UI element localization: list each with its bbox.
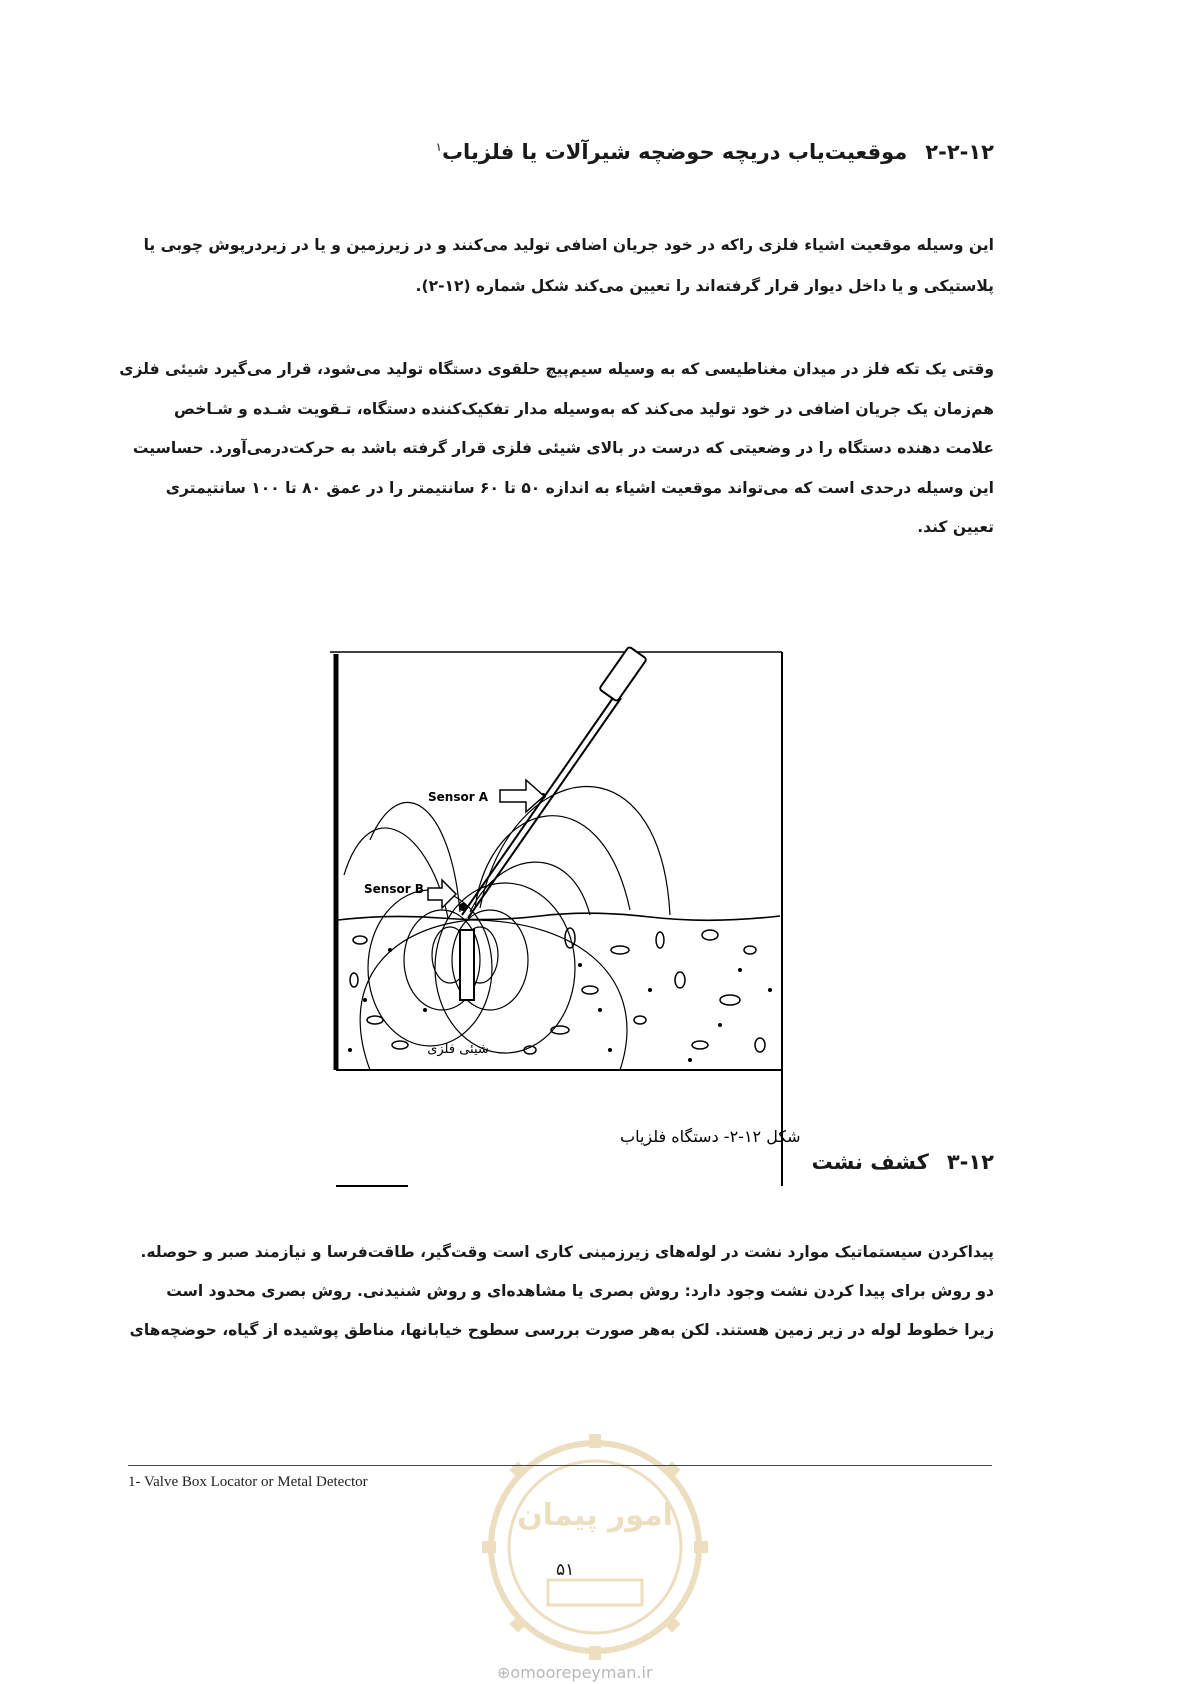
paragraph-line: زیرا خطوط لوله در زیر زمین هستند. لکن به‌هر صورت بررسی سطوح خیابانها، مناطق پوشیده از گیاه، حوضچه‌های [129, 1321, 994, 1339]
section-heading-valve-box-locator [436, 140, 995, 164]
paragraph-line: علامت دهنده دستگاه را در وضعیتی که درست در بالای شیئی فلزی قرار گرفته باشد به حرکت‌درمی‌آورد. حساسیت [132, 439, 994, 457]
paragraph-intro [143, 225, 994, 307]
section-heading-leak-detection [811, 1150, 994, 1174]
paragraph-line: پیداکردن سیستماتیک موارد نشت در لوله‌های زیرزمینی کاری است وقت‌گیر، طاقت‌فرسا و نیازمند صبر و حوصله. [140, 1243, 994, 1261]
site-url: omoorepeyman.ir [510, 1663, 653, 1682]
footnote: 1- Valve Box Locator or Metal Detector [128, 1474, 368, 1490]
gear-teeth [482, 1434, 708, 1660]
field-line [480, 786, 670, 915]
footnote-divider [128, 1465, 992, 1466]
paragraph-leak-detection [129, 1233, 994, 1350]
sensor-b-label: Sensor B [364, 882, 424, 896]
field-line [470, 920, 627, 1070]
site-watermark [497, 1663, 653, 1682]
sensor-b-arrow [428, 880, 456, 908]
buried-metal-object [460, 930, 474, 1000]
section-title: موقعیت‌یاب دریچه حوضچه شیرآلات یا فلزیاب [441, 140, 908, 164]
page-number: ۵۱ [556, 1560, 575, 1580]
sensor-a-label: Sensor A [428, 790, 489, 804]
section-number: ۳-۱۲ [946, 1150, 994, 1174]
paragraph-line: این وسیله موقعیت اشیاء فلزی راکه در خود جریان اضافی تولید می‌کنند و در زیرزمین و یا در زیردرپوش چوبی یا [143, 236, 994, 254]
detector-handle [599, 646, 647, 701]
paragraph-line: وقتی یک تکه فلز در میدان مغناطیسی که به وسیله سیم‌پیچ حلقوی دستگاه تولید می‌شود، قرار می‌گیرد شیئی فلزی [119, 360, 994, 378]
metal-detector-figure [330, 650, 801, 1186]
paragraph-line: این وسیله درحدی است که می‌تواند موقعیت اشیاء به اندازه ۵۰ تا ۶۰ سانتیمتر را در عمق ۸۰ تا ۱۰۰ سانتیمتری [165, 478, 994, 497]
section-title: کشف نشت [811, 1150, 929, 1174]
metal-detector-illustration [330, 650, 801, 1186]
detector-shaft [468, 698, 621, 918]
detector-shaft [462, 695, 615, 915]
field-line [344, 828, 448, 918]
globe-icon: ⊕ [497, 1663, 511, 1682]
paragraph-line: پلاستیکی و یا داخل دیوار قرار گرفته‌اند را تعیین می‌کند شکل شماره (۱۲-۲). [415, 277, 994, 295]
sensor-b-point [459, 903, 467, 911]
metal-object-label: شیئی فلزی [427, 1042, 489, 1057]
section-number: ۲-۲-۱۲ [925, 140, 994, 164]
watermark-lettering: امور پیمان [517, 1498, 673, 1533]
paragraph-mechanism [119, 350, 994, 548]
watermark-building [548, 1580, 642, 1605]
footnote-marker: ۱ [435, 140, 442, 154]
paragraph-line: دو روش برای پیدا کردن نشت وجود دارد: روش بصری یا مشاهده‌ای و روش شنیدنی. روش بصری محدود است [166, 1282, 994, 1300]
paragraph-line: هم‌زمان یک جریان اضافی در خود تولید می‌کند که به‌وسیله مدار تفکیک‌کننده دستگاه، تـقویت شـده و شـاخص [174, 399, 994, 418]
paragraph-line: تعیین کند. [917, 518, 994, 536]
figure-caption: شکل ۱۲-۲- دستگاه فلزیاب [620, 1127, 801, 1146]
